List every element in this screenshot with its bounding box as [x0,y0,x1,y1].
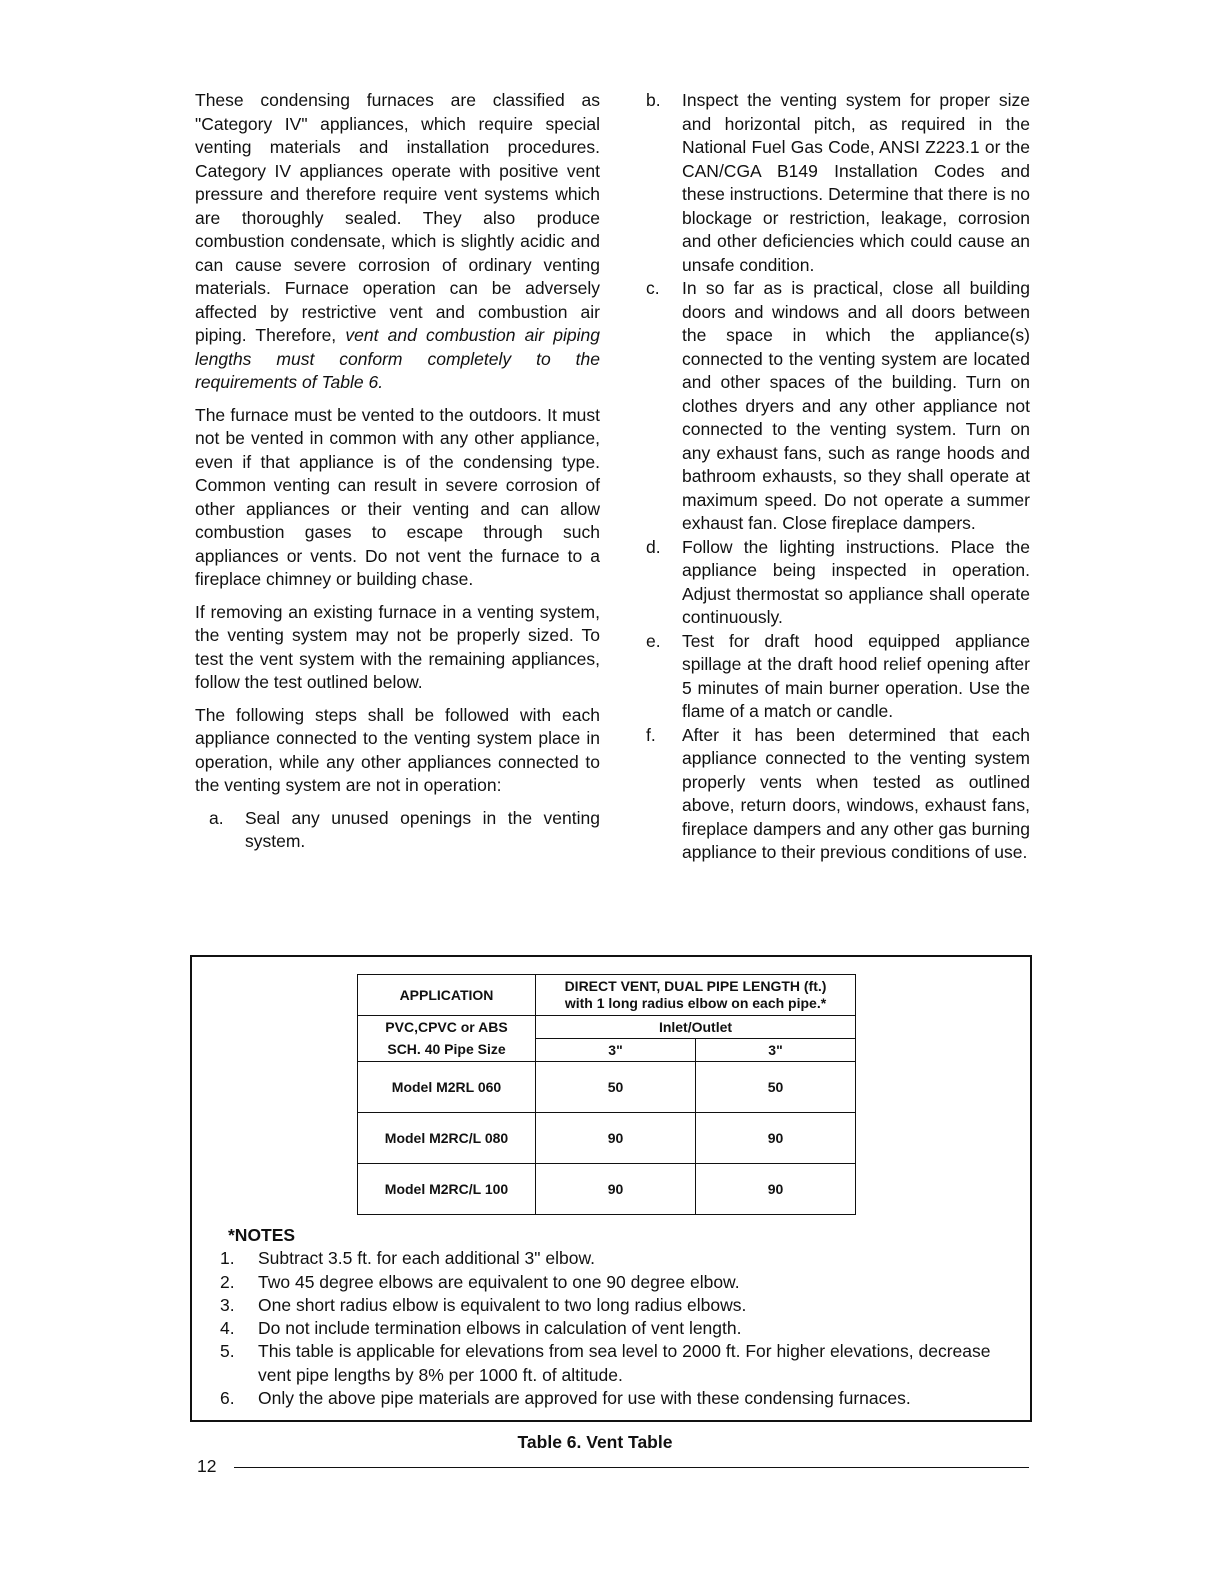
note-text: This table is applicable for elevations from sea level to 2000 ft. For higher elevations, decrease vent pipe lengths by 8% per 1000 ft. of altitude. [258,1341,991,1385]
note-item [220,1340,1020,1387]
note-text: Subtract 3.5 ft. for each additional 3" elbow. [258,1248,595,1269]
note-item [220,1271,1020,1294]
model-cell: Model M2RC/L 100 [358,1164,536,1215]
inlet-length-cell: 50 [536,1062,696,1113]
header-pipe-length [536,975,856,1016]
note-text: One short radius elbow is equivalent to two long radius elbows. [258,1294,747,1315]
inlet-size: 3" [536,1039,696,1062]
table-row [358,1164,856,1215]
note-key: 4. [220,1318,235,1339]
paragraph-emphasis: vent and combustion air piping lengths must conform completely to the requirements of Table 6. [195,325,600,392]
notes-heading: *NOTES [228,1225,296,1245]
vent-table [357,974,856,1215]
outlet-size: 3" [696,1039,856,1062]
left-column [195,89,600,854]
inlet-length-cell: 90 [536,1164,696,1215]
header-line: DIRECT VENT, DUAL PIPE LENGTH (ft.) [564,978,827,994]
header-application: APPLICATION [358,975,536,1016]
step-key: a. [209,807,224,828]
step-text: In so far as is practical, close all building doors and windows and all doors between the space in which the appliance(s) connected to the venting system are located and other spaces of the building. Turn on clothes dryers and any other appliance not connected to the venting system. Turn on any exhaust fans, such as range hoods and bathroom exhausts, so they shall operate at maximum speed. Do not operate a summer exhaust fan. Close fireplace dampers. [682,278,1030,533]
step-key: d. [646,536,661,557]
pipe-size-label: SCH. 40 Pipe Size [358,1039,536,1062]
step-item [646,277,1030,536]
step-item [646,89,1030,277]
note-key: 6. [220,1388,235,1409]
paragraph-text: These condensing furnaces are classified as "Category IV" appliances, which require special venting materials and installation procedures. Category IV appliances operate with positive vent pressure and therefore require vent systems which are thoroughly sealed. They also produce combustion condensate, which is slightly acidic and can cause severe corrosion of ordinary venting materials. Furnace operation can be adversely affected by restrictive vent and combustion air piping. Therefore, [195,90,600,345]
outlet-length-cell: 50 [696,1062,856,1113]
note-item [220,1317,1020,1340]
table-row [358,1062,856,1113]
step-item [646,536,1030,630]
model-cell: Model M2RC/L 080 [358,1113,536,1164]
vent-table-box [190,955,1032,1422]
right-column [646,89,1030,865]
page-number: 12 [197,1456,217,1476]
material-label: PVC,CPVC or ABS [358,1016,536,1039]
note-key: 2. [220,1271,235,1292]
note-item [220,1247,1020,1270]
outlet-length-cell: 90 [696,1113,856,1164]
note-key: 3. [220,1294,235,1315]
step-item [209,807,600,854]
step-text: Follow the lighting instructions. Place the appliance being inspected in operation. Adjust thermostat so appliance shall operate continuously. [682,536,1030,627]
step-text: Inspect the venting system for proper size and horizontal pitch, as required in the National Fuel Gas Code, ANSI Z223.1 or the CAN/CGA B149 Installation Codes and these instructions. Determine that there is no blockage or restriction, leakage, corrosion and other deficiencies which could cause an unsafe condition. [682,90,1030,275]
table-caption: Table 6. Vent Table [517,1432,673,1452]
step-key: e. [646,630,661,651]
step-text: Seal any unused openings in the venting system. [245,807,600,851]
paragraph: If removing an existing furnace in a venting system, the venting system may not be properly sized. To test the vent system with the remaining appliances, follow the test outlined below. [195,601,600,692]
note-item [220,1294,1020,1317]
step-item [646,630,1030,724]
note-text: Two 45 degree elbows are equivalent to one 90 degree elbow. [258,1271,740,1292]
paragraph: The following steps shall be followed with each appliance connected to the venting system place in operation, while any other appliances connected to the venting system are not in operation: [195,704,600,795]
step-text: Test for draft hood equipped appliance spillage at the draft hood relief opening after 5 minutes of main burner operation. Use the flame of a match or candle. [682,630,1030,721]
inlet-length-cell: 90 [536,1113,696,1164]
outlet-length-cell: 90 [696,1164,856,1215]
paragraph: The furnace must be vented to the outdoors. It must not be vented in common with any other appliance, even if that appliance is of the condensing type. Common venting can result in severe corrosion of other appliances or their venting and can allow combustion gases to escape through such appliances or vents. Do not vent the furnace to a fireplace chimney or building chase. [195,404,600,589]
step-text: After it has been determined that each appliance connected to the venting system properly vents when tested as outlined above, return doors, windows, exhaust fans, fireplace dampers and any other gas burning appliance to their previous conditions of use. [682,724,1030,862]
paragraph [195,89,600,395]
notes [220,1224,1020,1410]
step-key: f. [646,724,656,745]
step-key: c. [646,278,660,298]
note-text: Only the above pipe materials are approved for use with these condensing furnaces. [258,1388,911,1409]
model-cell: Model M2RL 060 [358,1062,536,1113]
step-item [646,724,1030,865]
note-key: 5. [220,1341,235,1362]
note-text: Do not include termination elbows in calculation of vent length. [258,1318,742,1339]
note-key: 1. [220,1248,235,1269]
table-row [358,1113,856,1164]
note-item [220,1387,1020,1410]
inlet-outlet-label: Inlet/Outlet [536,1016,856,1039]
header-line: with 1 long radius elbow on each pipe.* [564,995,827,1011]
footer-rule [234,1467,1029,1468]
step-key: b. [646,90,661,110]
